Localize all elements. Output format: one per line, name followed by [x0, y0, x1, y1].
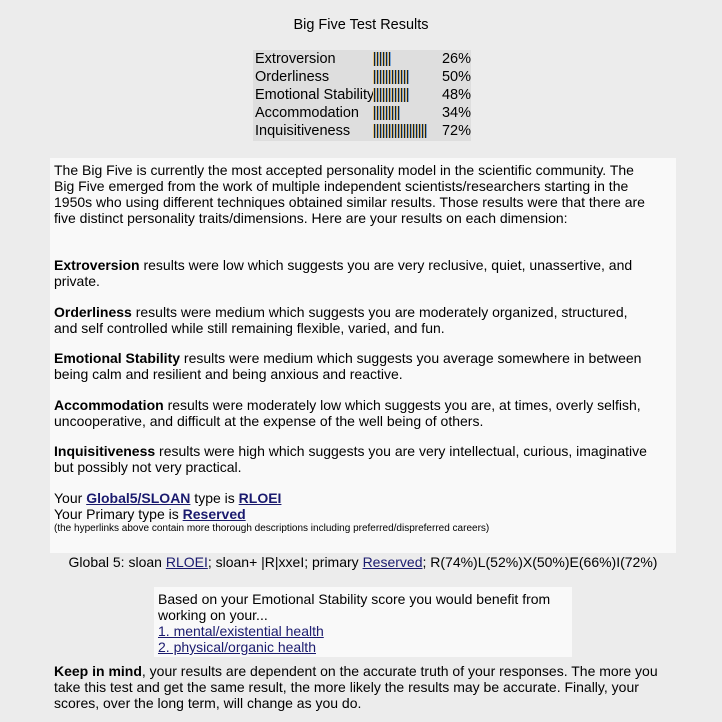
- health-suggestion-box: [154, 587, 572, 657]
- bar-tick: [380, 70, 381, 84]
- bar-tick: [389, 106, 390, 120]
- results-description-panel: [50, 158, 676, 553]
- trait-description: results were low which suggests you are very reclusive, quiet, unassertive, and private.: [54, 257, 633, 289]
- primary-type-link[interactable]: Reserved: [182, 506, 246, 522]
- trait-emotional-stability: [54, 350, 654, 382]
- bar-tick: [392, 70, 393, 84]
- score-row: [255, 50, 471, 68]
- bar-tick: [377, 52, 378, 66]
- bar-tick: [410, 124, 411, 138]
- score-row: [255, 122, 471, 140]
- trait-name: Accommodation: [54, 397, 164, 413]
- bar-tick: [374, 106, 375, 120]
- bar-tick: [374, 70, 375, 84]
- score-percent: 48%: [441, 87, 471, 103]
- bar-tick: [395, 106, 396, 120]
- bar-tick: [389, 124, 390, 138]
- bar-tick: [404, 70, 405, 84]
- bar-tick: [380, 52, 381, 66]
- bar-tick: [380, 124, 381, 138]
- bar-tick: [395, 70, 396, 84]
- bar-tick: [377, 106, 378, 120]
- bar-tick: [389, 70, 390, 84]
- score-label: Inquisitiveness: [255, 123, 351, 139]
- physical-health-link[interactable]: 2. physical/organic health: [158, 639, 316, 655]
- primary-type-line: Your Primary type is Reserved: [54, 506, 246, 522]
- suggestion-text: Based on your Emotional Stability score you would benefit from working on your...: [158, 591, 551, 623]
- trait-name: Extroversion: [54, 257, 140, 273]
- score-label: Extroversion: [255, 51, 336, 67]
- keep-in-mind-note: Keep in mind, your results are dependent on the accurate truth of your responses. The more you take this test and get the same result, the more likely the results may be accurate. Finally, your scores, over the long term, will change as you do.: [54, 663, 658, 711]
- bar-tick: [419, 124, 420, 138]
- trait-name: Emotional Stability: [54, 350, 181, 366]
- bar-tick: [407, 124, 408, 138]
- bar-tick: [398, 88, 399, 102]
- trait-orderliness: [54, 304, 654, 336]
- intro-text: The Big Five is currently the most accepted personality model in the scientific community. The Big Five emerged from the work of multiple independent scientists/researchers starting in the 1950s who using different techniques obtained similar results. Those results were that there are five distinct personality traits/dimensions. Here are your results on each dimension:: [54, 162, 645, 226]
- bar-tick: [398, 124, 399, 138]
- bar-tick: [383, 70, 384, 84]
- trait-description: results were medium which suggests you average somewhere in between being calm and resilient and being anxious and reactive.: [54, 350, 642, 382]
- bar-tick: [383, 124, 384, 138]
- trait-inquisitiveness: [54, 443, 654, 475]
- bar-tick: [386, 52, 387, 66]
- hyperlinks-note: (the hyperlinks above contain more thorough descriptions including preferred/dispreferred careers): [54, 523, 490, 534]
- score-percent: 34%: [441, 105, 471, 121]
- bar-tick: [395, 88, 396, 102]
- bar-tick: [401, 88, 402, 102]
- bar-tick: [389, 88, 390, 102]
- score-label: Orderliness: [255, 69, 330, 85]
- bar-tick: [386, 124, 387, 138]
- score-bar: [374, 104, 441, 122]
- bar-tick: [386, 88, 387, 102]
- bar-tick: [392, 124, 393, 138]
- bar-tick: [377, 88, 378, 102]
- bar-tick: [377, 70, 378, 84]
- bar-tick: [386, 106, 387, 120]
- bar-tick: [383, 52, 384, 66]
- global-sloan-link[interactable]: RLOEI: [165, 554, 208, 570]
- score-label: Emotional Stability: [255, 87, 375, 103]
- bar-tick: [401, 124, 402, 138]
- trait-description: results were medium which suggests you are moderately organized, structured, and self controlled while still remaining flexible, varied, and fun.: [54, 304, 628, 336]
- bar-tick: [392, 88, 393, 102]
- bar-tick: [374, 88, 375, 102]
- bar-tick: [401, 70, 402, 84]
- bar-tick: [398, 106, 399, 120]
- bar-tick: [407, 70, 408, 84]
- score-bar: [374, 68, 441, 86]
- trait-name: Inquisitiveness: [54, 443, 156, 459]
- bar-tick: [407, 88, 408, 102]
- bar-tick: [383, 106, 384, 120]
- bar-tick: [383, 88, 384, 102]
- score-bar: [374, 86, 441, 104]
- personality-types: [54, 490, 489, 536]
- score-label: Accommodation: [255, 105, 359, 121]
- bar-tick: [422, 124, 423, 138]
- score-percent: 26%: [441, 51, 471, 67]
- score-bar: [374, 122, 441, 140]
- global5-sloan-link[interactable]: Global5/SLOAN: [86, 490, 191, 506]
- trait-extroversion: [54, 257, 654, 289]
- trait-accommodation: [54, 397, 654, 429]
- score-bar: [374, 50, 441, 68]
- trait-description: results were moderately low which suggests you are, at times, overly selfish, uncooperative, and difficult at the expense of the well being of others.: [54, 397, 641, 429]
- score-percent: 72%: [441, 123, 471, 139]
- bar-tick: [389, 52, 390, 66]
- bar-tick: [413, 124, 414, 138]
- page-title: Big Five Test Results: [293, 17, 429, 33]
- global-primary-link[interactable]: Reserved: [362, 554, 423, 570]
- sloan-type-line: Your Global5/SLOAN type is RLOEI: [54, 490, 282, 506]
- score-row: [255, 68, 471, 86]
- bar-tick: [374, 124, 375, 138]
- sloan-type-link[interactable]: RLOEI: [238, 490, 282, 506]
- global5-summary-line: Global 5: sloan RLOEI; sloan+ |R|xxeI; primary Reserved; R(74%)L(52%)X(50%)E(66%)I(72%): [68, 554, 658, 570]
- score-row: [255, 104, 471, 122]
- bar-tick: [404, 88, 405, 102]
- bar-tick: [380, 88, 381, 102]
- bar-tick: [404, 124, 405, 138]
- bar-tick: [386, 70, 387, 84]
- score-percent: 50%: [441, 69, 471, 85]
- bar-tick: [392, 106, 393, 120]
- trait-name: Orderliness: [54, 304, 132, 320]
- bar-tick: [416, 124, 417, 138]
- trait-description: results were high which suggests you are very intellectual, curious, imaginative but possibly not very practical.: [54, 443, 647, 475]
- bar-tick: [377, 124, 378, 138]
- bar-tick: [398, 70, 399, 84]
- bar-tick: [374, 52, 375, 66]
- bar-tick: [395, 124, 396, 138]
- bar-tick: [380, 106, 381, 120]
- score-summary-table: [253, 50, 471, 141]
- mental-health-link[interactable]: 1. mental/existential health: [158, 623, 324, 639]
- score-row: [255, 86, 471, 104]
- bar-tick: [425, 124, 426, 138]
